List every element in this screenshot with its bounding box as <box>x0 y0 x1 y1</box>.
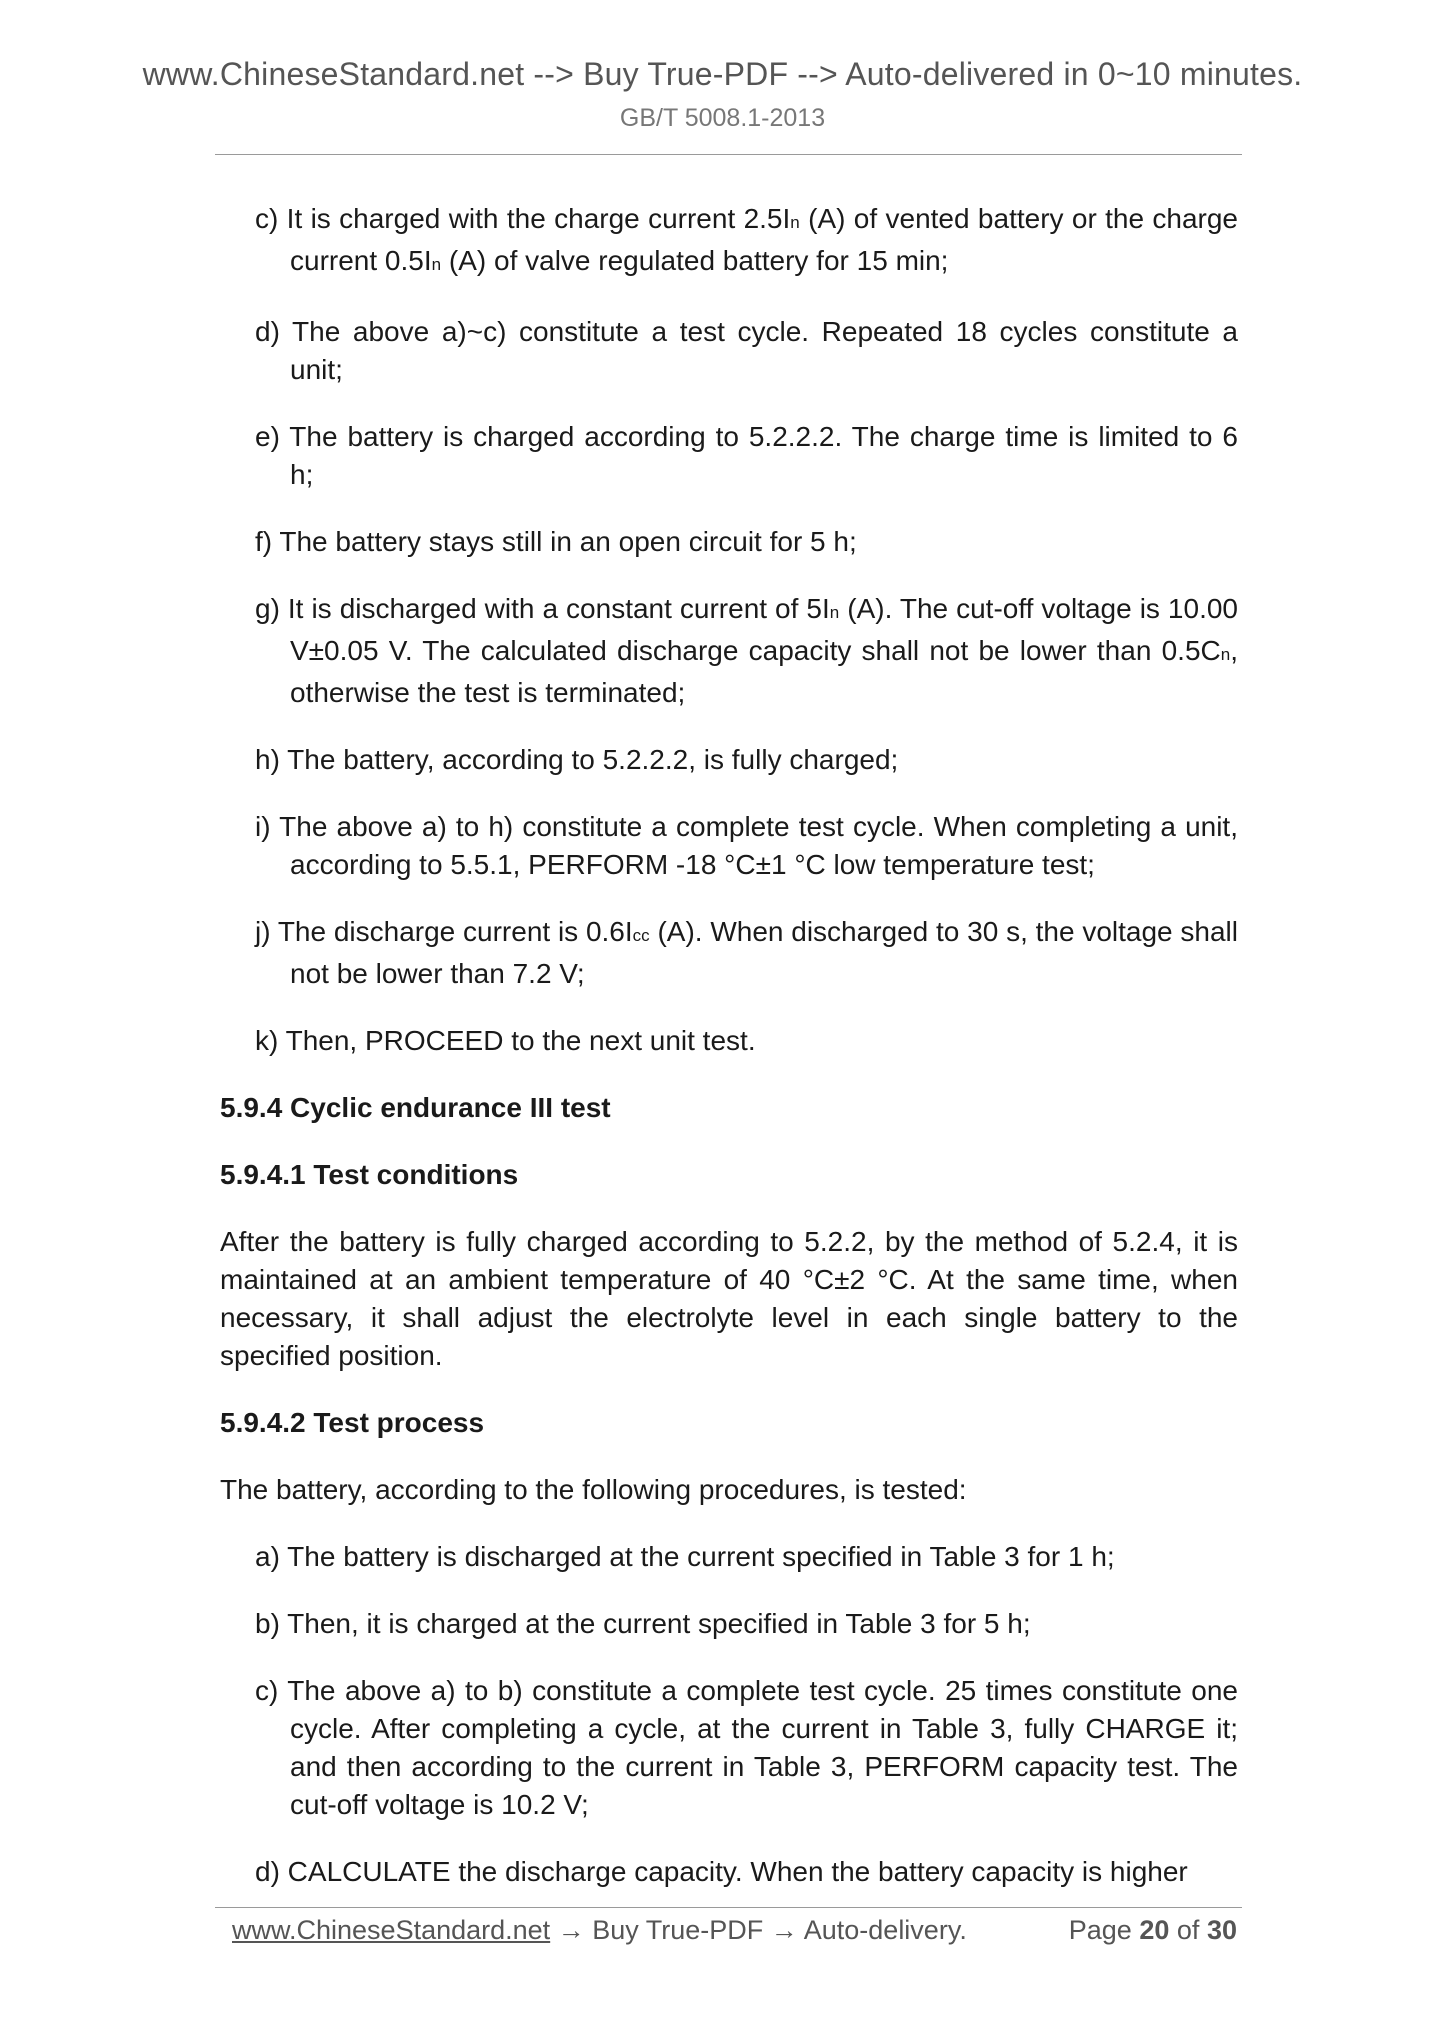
list-item-h: h) The battery, according to 5.2.2.2, is fully charged; <box>255 744 899 775</box>
footer-divider <box>215 1907 1242 1908</box>
section-heading: 5.9.4 Cyclic endurance III test <box>220 1092 611 1123</box>
conditions-paragraph: After the battery is fully charged according to 5.2.2, by the method of 5.2.4, it is maintained at an ambient temperature of 40 °C±2 °C. At the same time, when necessary, it shall adjust the electrolyte level in each single battery to the specified position. <box>220 1226 1238 1371</box>
footer-link[interactable]: www.ChineseStandard.net <box>232 1915 551 1945</box>
list-item-g: g) It is discharged with a constant current of 5In (A). The cut-off voltage is 10.00 V±0.05 V. The calculated discharge capacity shall not be lower than 0.5Cn, otherwise the test is terminated; <box>255 593 1238 708</box>
current-page: 20 <box>1139 1915 1170 1945</box>
document-body <box>220 200 1238 1920</box>
process-item-c: c) The above a) to b) constitute a complete test cycle. 25 times constitute one cycle. After completing a cycle, at the current in Table 3, fully CHARGE it; and then according to the current in Table 3, PERFORM capacity test. The cut-off voltage is 10.2 V; <box>255 1675 1238 1820</box>
footer-tagline: → Buy True-PDF → Auto-delivery. <box>550 1915 967 1945</box>
header-divider <box>215 154 1242 155</box>
process-item-b: b) Then, it is charged at the current specified in Table 3 for 5 h; <box>255 1608 1031 1639</box>
standard-code: GB/T 5008.1-2013 <box>619 104 826 132</box>
footer-left <box>232 1911 967 1949</box>
process-intro: The battery, according to the following procedures, is tested: <box>220 1474 967 1505</box>
list-item-f: f) The battery stays still in an open circuit for 5 h; <box>255 526 857 557</box>
header-banner[interactable]: www.ChineseStandard.net --> Buy True-PDF --> Auto-delivered in 0~10 minutes. <box>142 56 1303 92</box>
subsection-heading-conditions: 5.9.4.1 Test conditions <box>220 1159 519 1190</box>
process-item-d: d) CALCULATE the discharge capacity. When the battery capacity is higher <box>255 1856 1188 1887</box>
total-pages: 30 <box>1206 1915 1237 1945</box>
subsection-heading-process: 5.9.4.2 Test process <box>220 1407 485 1438</box>
list-item-i: i) The above a) to h) constitute a complete test cycle. When completing a unit, according to 5.5.1, PERFORM -18 °C±1 °C low temperature test; <box>255 811 1238 880</box>
list-item-k: k) Then, PROCEED to the next unit test. <box>255 1025 756 1056</box>
list-item-c: c) It is charged with the charge current 2.5In (A) of vented battery or the charge current 0.5In (A) of valve regulated battery for 15 min; <box>255 203 1239 276</box>
page-indicator: Page 20 of 30 <box>1068 1915 1237 1945</box>
list-item-e: e) The battery is charged according to 5.2.2.2. The charge time is limited to 6 h; <box>255 421 1238 490</box>
list-item-j: j) The discharge current is 0.6Icc (A). When discharged to 30 s, the voltage shall not be lower than 7.2 V; <box>255 916 1238 989</box>
process-item-a: a) The battery is discharged at the current specified in Table 3 for 1 h; <box>255 1541 1115 1572</box>
list-item-d: d) The above a)~c) constitute a test cycle. Repeated 18 cycles constitute a unit; <box>255 316 1238 385</box>
